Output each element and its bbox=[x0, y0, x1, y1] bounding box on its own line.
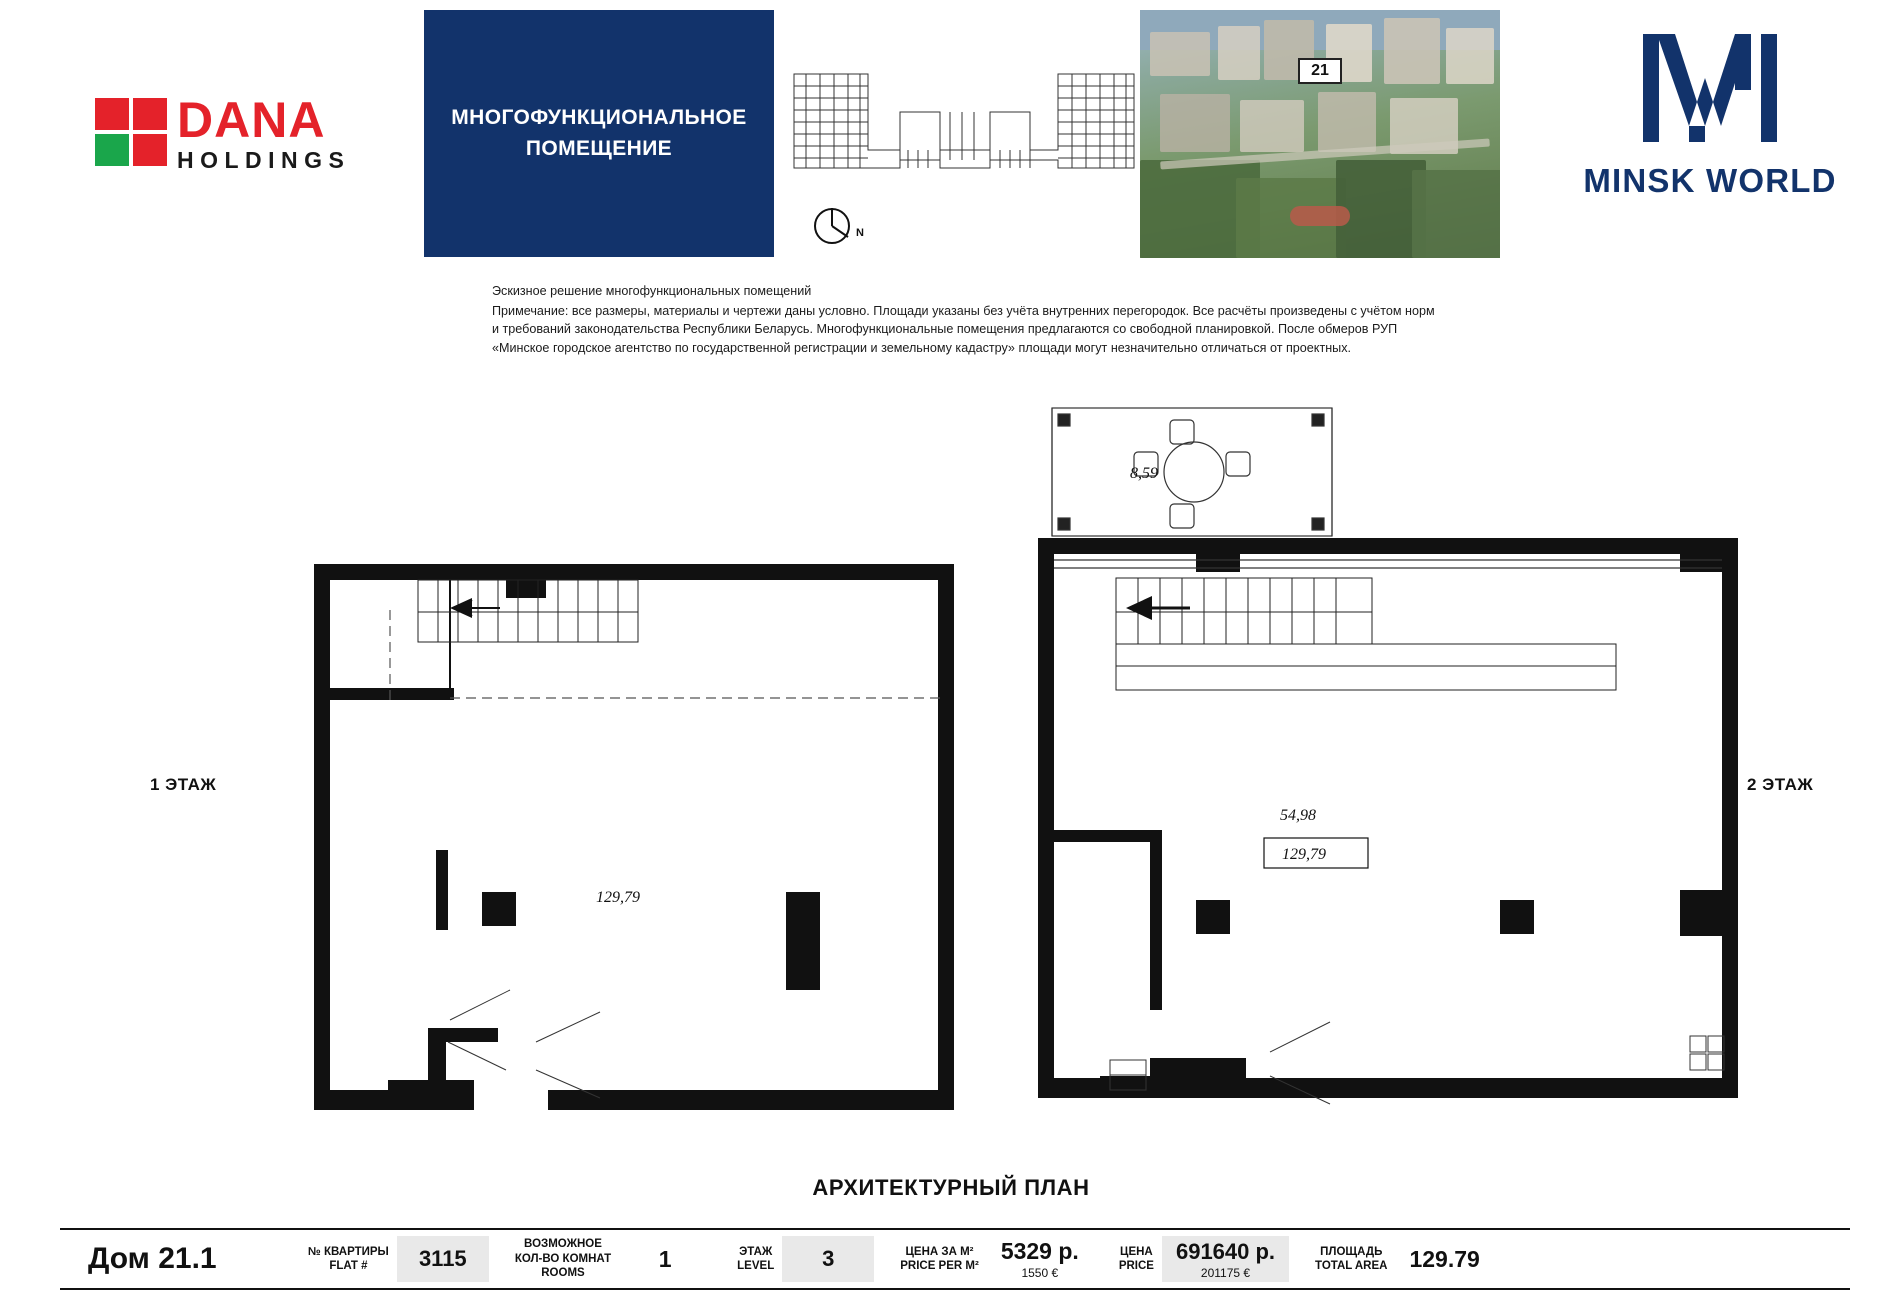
banner-line-2: ПОМЕЩЕНИЕ bbox=[525, 136, 673, 160]
rooms-value: 1 bbox=[658, 1245, 672, 1272]
minsk-world-mark-icon bbox=[1635, 28, 1785, 148]
svg-text:129,79: 129,79 bbox=[1282, 846, 1326, 863]
price-value: 691640 р. 201175 € bbox=[1162, 1236, 1289, 1282]
floor1-area-text: 129,79 bbox=[596, 889, 640, 906]
price-per-m2-value-eur: 1550 € bbox=[1021, 1266, 1059, 1280]
building-keyplan-diagram bbox=[790, 72, 1140, 182]
compass-icon bbox=[812, 205, 876, 247]
price-label: ЦЕНА PRICE bbox=[1118, 1245, 1154, 1272]
price-value-eur: 201175 € bbox=[1200, 1265, 1251, 1280]
floor2-total-area-box bbox=[1264, 838, 1368, 868]
banner-line-1: МНОГОФУНКЦИОНАЛЬНОЕ bbox=[451, 106, 747, 130]
floor-2-plan bbox=[1030, 400, 1750, 1110]
flat-value: 3115 bbox=[397, 1236, 489, 1282]
floor-1-label: 1 ЭТАЖ bbox=[150, 775, 217, 794]
floor-2-label: 2 ЭТАЖ bbox=[1747, 775, 1814, 794]
note-title: Эскизное решение многофункциональных помещений bbox=[492, 284, 812, 298]
title-banner bbox=[424, 10, 774, 257]
dana-holdings-logo bbox=[95, 88, 405, 178]
note-body: Примечание: все размеры, материалы и чертежи даны условно. Площади указаны без учёта внутренних перегородок. Все расчёты произведены с учётом норм и требований законодательства Республики Беларусь. Многофункциональные помещения предлагаются со свободной планировкой. После обмеров РУП «Минское городское агентство по государственной регистрации и земельному кадастру» площади могут незначительно отличаться от проектных. bbox=[492, 303, 1435, 355]
rooms-label: ВОЗМОЖНОЕ КОЛ-ВО КОМНАТ ROOMS bbox=[514, 1238, 612, 1280]
dana-squares-icon bbox=[95, 98, 169, 168]
aerial-photo bbox=[1140, 10, 1500, 258]
total-area-label: ПЛОЩАДЬ TOTAL AREA bbox=[1315, 1245, 1388, 1272]
floor2-room-area-text: 54,98 bbox=[1280, 807, 1316, 824]
architectural-plan-title: АРХИТЕКТУРНЫЙ ПЛАН bbox=[812, 1175, 1090, 1200]
compass-north-label: N bbox=[856, 227, 864, 239]
dana-name: DANA bbox=[177, 91, 326, 148]
terrace-area-text: 8,59 bbox=[1130, 465, 1158, 482]
price-per-m2-value: 5329 р. 1550 € bbox=[1000, 1238, 1079, 1280]
house-number: Дом 21.1 bbox=[88, 1242, 217, 1275]
disclaimer-note bbox=[492, 282, 1442, 357]
floor-1-plan bbox=[300, 550, 980, 1110]
level-label: ЭТАЖ LEVEL bbox=[737, 1245, 775, 1272]
price-per-m2-label: ЦЕНА ЗА М² PRICE PER M² bbox=[900, 1245, 979, 1272]
dana-subtitle: HOLDINGS bbox=[177, 146, 351, 173]
minsk-world-logo bbox=[1570, 28, 1850, 243]
building-number-badge: 21 bbox=[1298, 58, 1342, 84]
page-header bbox=[0, 0, 1902, 262]
total-area-value: 129.79 bbox=[1409, 1245, 1480, 1272]
specs-footer bbox=[60, 1228, 1850, 1290]
flat-label: № КВАРТИРЫ FLAT # bbox=[308, 1245, 389, 1272]
minsk-world-name: MINSK WORLD bbox=[1583, 162, 1837, 199]
level-value: 3 bbox=[782, 1236, 874, 1282]
